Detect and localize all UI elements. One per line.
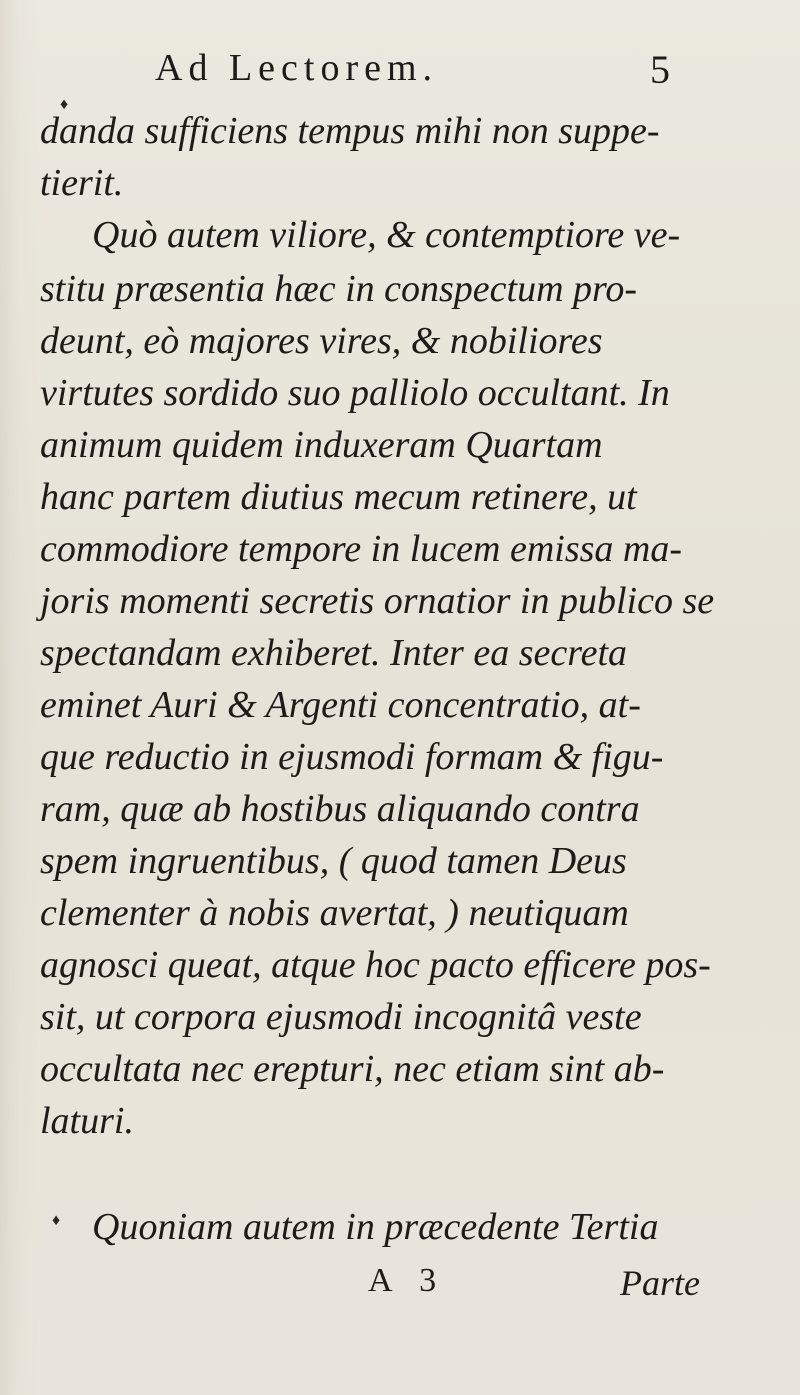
text-line: occultata nec erepturi, nec etiam sint ab- <box>40 1048 665 1090</box>
signature-mark: A 3 <box>368 1262 447 1299</box>
text-line: ram, quæ ab hostibus aliquando contra <box>40 788 640 830</box>
text-line: agnosci queat, atque hoc pacto efficere pos- <box>40 944 711 986</box>
text-line: sit, ut corpora ejusmodi incognitâ veste <box>40 996 642 1038</box>
text-line: Quò autem viliore, & contemptiore ve- <box>92 214 681 256</box>
running-title: Ad Lectorem. <box>155 47 439 89</box>
page-footer <box>0 1262 800 1312</box>
page-number: 5 <box>650 47 670 92</box>
ornament-mark-icon: ♦ <box>60 96 69 113</box>
text-line: Quoniam autem in præcedente Tertia <box>92 1206 659 1248</box>
catchword: Parte <box>620 1263 700 1303</box>
text-line: stitu præsentia hæc in conspectum pro- <box>40 268 638 310</box>
text-line: spectandam exhiberet. Inter ea secreta <box>40 632 628 674</box>
ornament-mark-icon: ♦ <box>52 1212 61 1229</box>
text-line: laturi. <box>40 1100 134 1142</box>
text-line: joris momenti secretis ornatior in publico se <box>40 580 715 622</box>
text-line: hanc partem diutius mecum retinere, ut <box>40 476 637 518</box>
text-line: virtutes sordido suo palliolo occultant. In <box>40 372 670 414</box>
text-line: commodiore tempore in lucem emissa ma- <box>40 528 682 570</box>
text-line: que reductio in ejusmodi formam & figu- <box>40 736 664 778</box>
text-line: spem ingruentibus, ( quod tamen Deus <box>40 840 627 882</box>
text-line: tierit. <box>40 162 124 204</box>
text-line: deunt, eò majores vires, & nobiliores <box>40 320 603 362</box>
text-line: eminet Auri & Argenti concentratio, at- <box>40 684 641 726</box>
text-line: animum quidem induxeram Quartam <box>40 424 603 466</box>
page-header <box>0 40 800 100</box>
text-line: danda sufficiens tempus mihi non suppe- <box>40 110 660 152</box>
text-line: clementer à nobis avertat, ) neutiquam <box>40 892 629 934</box>
